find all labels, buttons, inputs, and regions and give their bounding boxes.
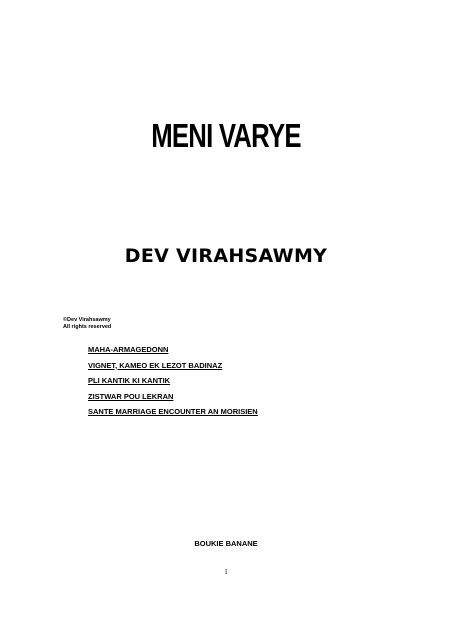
publisher-name: BOUKIE BANANE: [194, 539, 258, 548]
list-item: [88, 361, 258, 370]
list-item: [88, 407, 258, 416]
work-link-zistwar-pou-lekran[interactable]: ZISTWAR POU LEKRAN: [88, 391, 174, 401]
document-title: MENI VARYE: [151, 117, 301, 154]
work-link-vignet-kameo[interactable]: VIGNET, KAMEO EK LEZOT BADINAZ: [88, 360, 223, 370]
list-item: [88, 392, 258, 401]
work-link-pli-kantik[interactable]: PLI KANTIK KI KANTIK: [88, 376, 171, 385]
copyright-line: ©Dev Virahsawmy: [63, 317, 111, 323]
work-link-sante-marriage-encounter[interactable]: SANTE MARRIAGE ENCOUNTER AN MORISIEN: [88, 407, 258, 416]
list-item: [88, 376, 258, 385]
author-name: DEV VIRAHSAWMY: [124, 245, 328, 267]
list-item: [88, 345, 258, 354]
works-list: [88, 345, 258, 423]
work-link-maha-armagedonn[interactable]: MAHA-ARMAGEDONN: [88, 345, 169, 354]
page-number: 1: [224, 568, 228, 576]
rights-line: All rights reserved: [63, 324, 112, 330]
copyright-notice: [63, 317, 111, 331]
